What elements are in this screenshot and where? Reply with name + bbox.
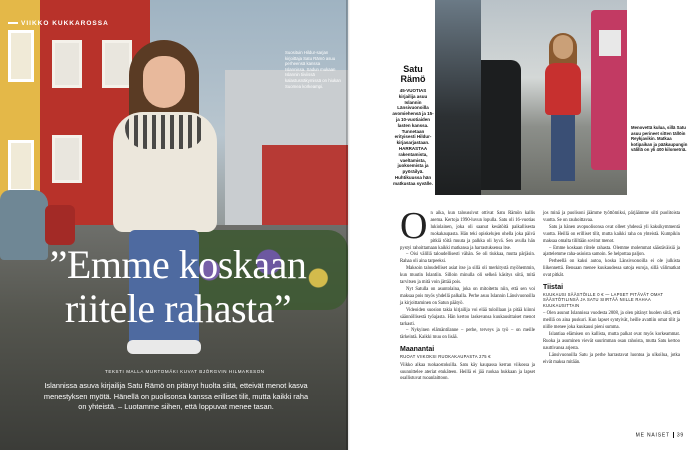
- red-sweater: [545, 63, 581, 115]
- pump-screen: [599, 30, 621, 56]
- paragraph: Videoiden suosion takia kirjailija voi elää tuloillaan ja pitää kiinni säännöllisestä työajasta. Hän kertoo laskevansa kuukausittaiset menot tarkasti.: [400, 307, 535, 327]
- paragraph: n aika, kun taloussivut ottivat Satu Rämön kallis asema. Kertoja 1990-luvun lopulla. Satu oli 16-vuotias lukiolainen, joka oli saanut kesätöitä paikallisesta ruokakaupasta. Hän teki opiskelujen ohella joka päivä pitkiä töitä muuta ja palkka oli hyvä. Sen avulla hän pystyi rahoittamaan kaikki matkansa ja harrastuksensa itse.: [400, 211, 535, 251]
- section-tag: [8, 20, 109, 27]
- face: [143, 56, 185, 108]
- magazine-name: ME NAISET: [635, 432, 670, 438]
- face: [553, 35, 573, 59]
- headline: [28, 243, 328, 331]
- body-column-2: [543, 211, 680, 367]
- byline: TEKSTI MALLA MURTOMÄKI KUVAT BJÖRGVIN HILMARSSON: [105, 369, 265, 374]
- paragraph: – Nykyinen elämäntilanne – perhe, terveys ja työ – on meille tärkeintä. Kaikki muu on lisää.: [400, 328, 535, 341]
- paragraph: – Oisi välillä taloudellisesti vähän. Se oli tiukkaa, mutta pärjäsin. Rahaa oli aina tarpeeksi.: [400, 252, 535, 265]
- window: [52, 40, 82, 88]
- headline-line-2: riitele rahasta”: [64, 286, 292, 331]
- window: [8, 30, 34, 82]
- jeans: [551, 115, 575, 181]
- subhead-tuesday: Tiistai: [543, 284, 564, 292]
- paragraph: Länsivuonoilla Satu ja perhe harrastavat luontoa ja ulkoilua, jotka eivät maksa mitään.: [543, 352, 680, 365]
- paragraph: – Olen asunut Islannissa vuodesta 2008, ja olen pitänyt huolen siitä, että meillä on aina puskuri. Kun lapset syntyivät, heille avattiin omat tilit ja niille menee joka kuukausi pieni summa.: [543, 311, 680, 331]
- paragraph: Islantiaa elämisen on kallista, mutta palkat ovat myös korkeammat. Ruoka ja asuminen vievät suurimman osan rahoista, mutta Satu kertoo nauttivansa arjesta.: [543, 332, 680, 351]
- red-car: [45, 205, 75, 245]
- photo-caption-left: Suosituin Hildur-sarjan kirjoittaja Satu Rämö asuu perheensä kanssa Islannissa. Sadun mukaan Islannin tiiviissä kalastusnäkymissä on hiukan Suomea korkeampi.: [285, 50, 341, 89]
- page-footer: [636, 432, 684, 438]
- section-tag-text: VIIKKO KUKKAROSSA: [21, 20, 109, 27]
- sweater-pattern: [125, 115, 205, 149]
- subhead-monday: Maanantai: [400, 346, 435, 354]
- page-number: 39: [676, 432, 684, 438]
- drop-cap: O: [400, 205, 428, 247]
- paragraph: Nyt Satulla on asuntolaina, joka on mitoitettu niin, että sen voi maksaa pois myös yhdellä palkalla. Perhe asuu Islannin Länsivuonoilla ja kirjoittaminen on Satun päätyö.: [400, 286, 535, 306]
- body-column-1: [400, 205, 535, 383]
- window: [52, 135, 82, 183]
- paragraph: – Emme koskaan riitele rahasta. Olemme molemmat säästäväisiä ja ajattelemme raha-asioista samoin. Se helpottaa paljon.: [543, 245, 680, 258]
- lede: Islannissa asuva kirjailija Satu Rämö on pitänyt huolta siitä, etteivät menot kasva menestyksen myötä. Hänellä on puolisonsa kanssa erilliset tilit, mutta kaikki raha on yhteistä. – Luotamme siihen, että loppuvat menee tasan.: [43, 381, 309, 411]
- paragraph: Satu ja hänen avopuolisonsa ovat olleet yhdessä yli kaksikymmentä vuotta. Heillä on erilliset tilit, mutta kaikki raha on yhteistä. Kumpikin maksaa omalta tililtään sovitut menot.: [543, 224, 680, 244]
- profile-desc: 45-VUOTIAS kirjailija asuu Islannin Länsivuonoilla avomiehensä ja 15- ja 10-vuotiaiden lasten kanssa. Tunnetaan erityisesti Hildur-kirjasarjastaan. HARRASTAA rakentamista, vaeltamista, juoksemista ja pyöräilyä. Huhtikuussa hän matkustaa syvälle.: [392, 88, 434, 186]
- woman-refueling: [543, 35, 583, 185]
- window: [8, 140, 34, 192]
- photo-caption-right: Menovettä kulua, sillä Satu asuu perineet sitten tällöin Reykjavikin. Matkaa kotipaikan ja pääkaupungin välillä on yli 400 kilometriä.: [631, 125, 688, 153]
- headline-line-1: ”Emme koskaan: [49, 242, 307, 287]
- footer-separator: [673, 432, 674, 438]
- paragraph: Perheellä on kaksi autoa, koska Länsivuonoilla ei ole julkista liikennettä. Bensaan menee kuukaudessa satoja euroja, sillä välimatkat ovat pitkät.: [543, 259, 680, 279]
- subhead-monday-caption: RUOAT VIIKOKSI RUOKAKAUPASTA 275 €: [400, 354, 491, 360]
- paragraph: Maksoin taloudelliset asiat itse ja sillä oli merkitystä myöhemmin, kun muutin Islantiin. Silloin minulla oli selkeä käsitys siitä, mitä tarvitsen ja mitä voin jättää pois.: [400, 266, 535, 286]
- paragraph: Viikko alkaa ruokaostoksilla. Satu käy kaupassa kerran viikossa ja suunnittelee ateriat etukäteen. Heillä ei jää ruokaa hukkaan ja lapset osallistuvat ruoanlaittoon.: [400, 362, 535, 382]
- paragraph: jos minä ja puolisoni jäämme työttömiksi, pärjäämme silti puolitoista vuotta. Se on rauhoittavaa.: [543, 211, 680, 223]
- page-gutter: [346, 0, 350, 450]
- shoes: [127, 340, 201, 354]
- profile-box: [392, 64, 434, 187]
- profile-name: Satu Rämö: [400, 64, 426, 84]
- subhead-tuesday-caption: KUUKAUSI SÄÄSTÖILLE 0 € — LAPSET PITÄVÄT OMAT SÄÄSTÖTILINSÄ JA SATU SIIRTÄÄ NIILLE RAHAA KUUKAUSITTAIN: [543, 292, 664, 308]
- car: [481, 60, 521, 190]
- right-page: [348, 0, 696, 450]
- tag-bar: [8, 22, 18, 24]
- fuel-station-photo: [481, 0, 627, 195]
- car-photo-strip: [435, 0, 481, 195]
